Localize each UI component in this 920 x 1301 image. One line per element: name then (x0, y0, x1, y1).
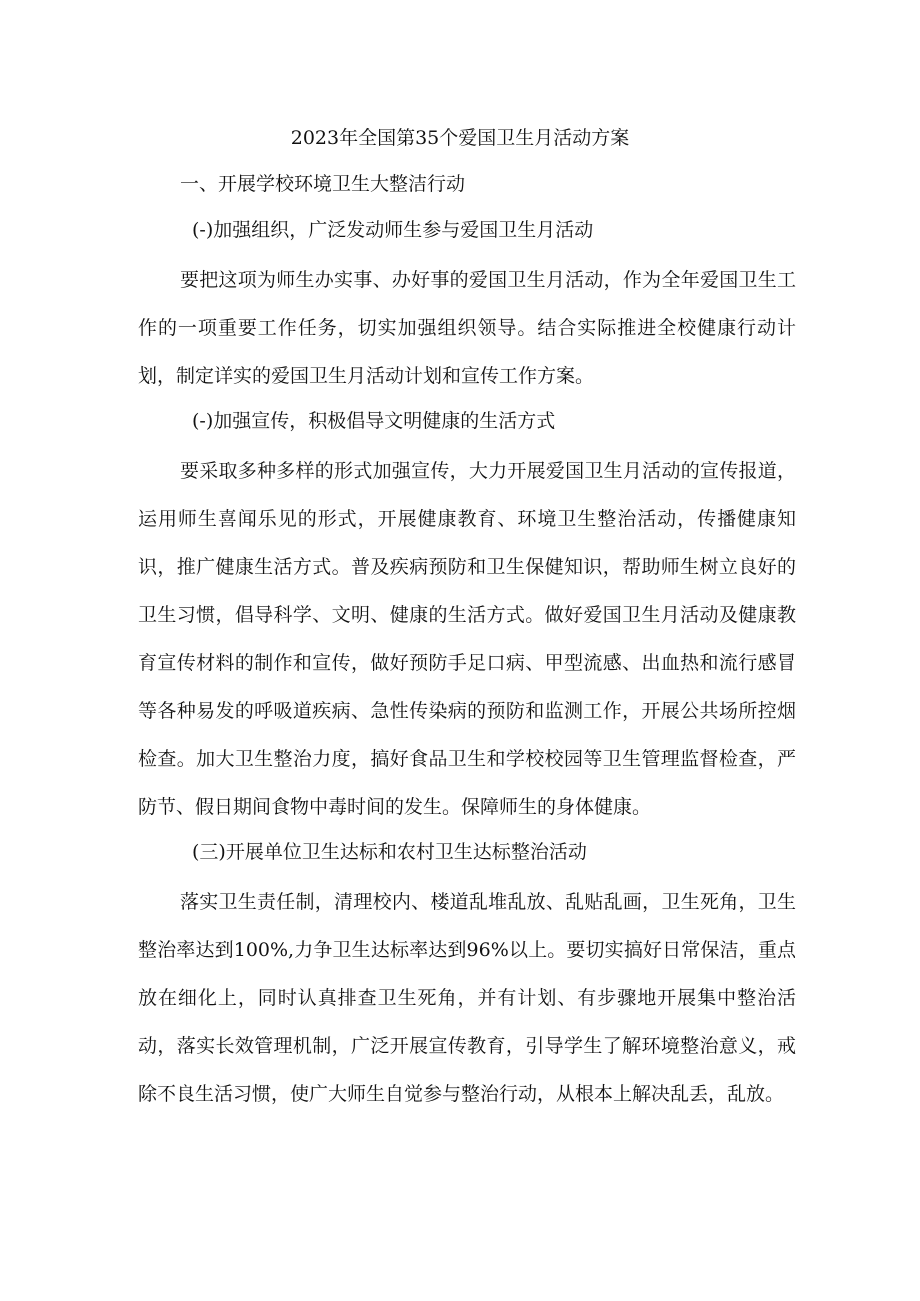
subsection-heading-3: (三)开展单位卫生达标和农村卫生达标整治活动 (192, 841, 587, 863)
paragraph-1: 要把这项为师生办实事、办好事的爱国卫生月活动，作为全年爱国卫生工作的一项重要工作任务，切实加强组织领导。结合实际推进全校健康行动计划，制定详实的爱国卫生月活动计划和宣传工作方案。 (138, 269, 796, 387)
paragraph-2: 要采取多种多样的形式加强宣传，大力开展爱国卫生月活动的宣传报道，运用师生喜闻乐见的形式，开展健康教育、环境卫生整治活动，传播健康知识，推广健康生活方式。普及疾病预防和卫生保健知识，帮助师生树立良好的卫生习惯，倡导科学、文明、健康的生活方式。做好爱国卫生月活动及健康教育宣传材料的制作和宣传，做好预防手足口病、甲型流感、出血热和流行感冒等各种易发的呼吸道疾病、急性传染病的预防和监测工作，开展公共场所控烟检查。加大卫生整治力度，搞好食品卫生和学校校园等卫生管理监督检查，严防节、假日期间食物中毒时间的发生。保障师生的身体健康。 (138, 460, 796, 818)
subsection-heading-2: (-)加强宣传，积极倡导文明健康的生活方式 (192, 410, 556, 432)
section-heading-1: 一、开展学校环境卫生大整洁行动 (180, 173, 466, 195)
paragraph-3: 落实卫生责任制，清理校内、楼道乱堆乱放、乱贴乱画，卫生死角，卫生整治率达到100%,力争卫生达标率达到96%以上。要切实搞好日常保洁，重点放在细化上，同时认真排查卫生死角，并有计划、有步骤地开展集中整治活动，落实长效管理机制，广泛开展宣传教育，引导学生了解环境整治意义，戒除不良生活习惯，使广大师生自觉参与整治行动，从根本上解决乱丢，乱放。 (138, 891, 796, 1105)
document-title: 2023年全国第35个爱国卫生月活动方案 (290, 127, 630, 149)
subsection-heading-1: (-)加强组织，广泛发动师生参与爱国卫生月活动 (192, 219, 594, 241)
